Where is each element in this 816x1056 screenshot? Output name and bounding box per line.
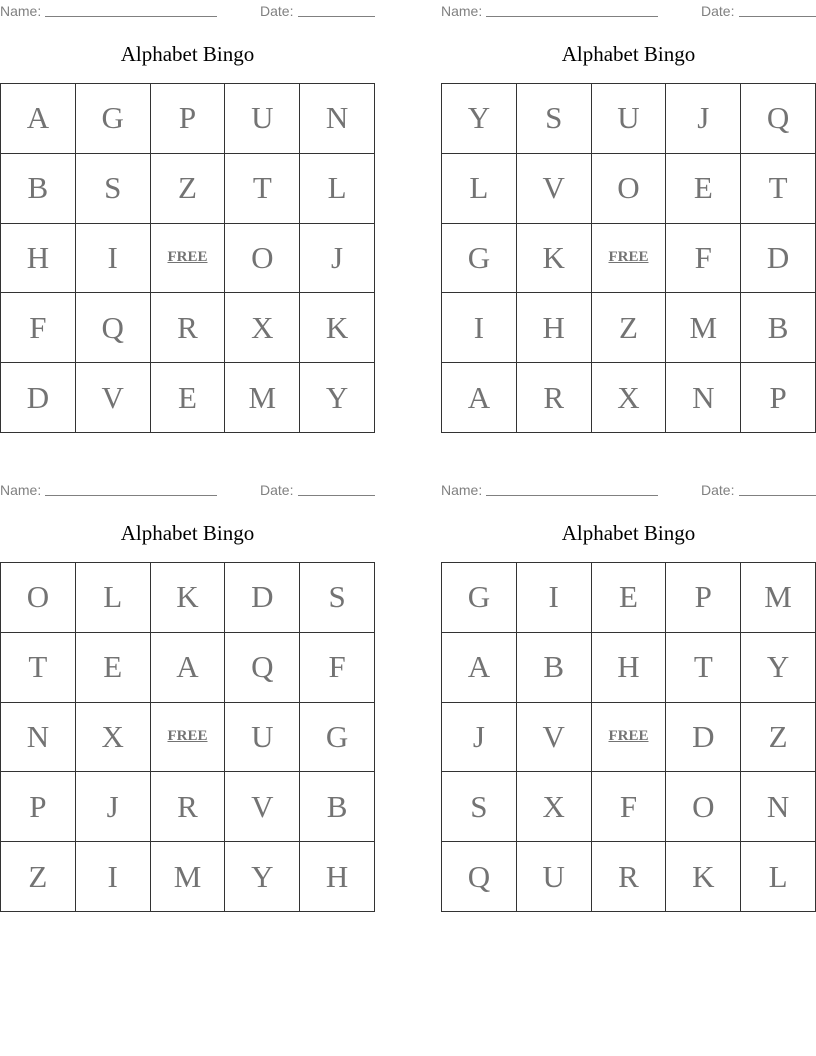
- bingo-cell: V: [225, 772, 300, 842]
- bingo-cell: A: [151, 633, 226, 703]
- bingo-cell: O: [592, 154, 667, 224]
- bingo-cell: T: [666, 633, 741, 703]
- date-label: Date:: [260, 3, 294, 19]
- bingo-cell: A: [442, 633, 517, 703]
- bingo-cell: K: [666, 842, 741, 912]
- card-title: Alphabet Bingo: [120, 42, 255, 66]
- bingo-cell: Y: [225, 842, 300, 912]
- date-field-line: [298, 495, 375, 496]
- bingo-cell: S: [76, 154, 151, 224]
- bingo-cell: S: [300, 563, 375, 633]
- card-title: Alphabet Bingo: [561, 521, 696, 545]
- card-header: [441, 3, 816, 19]
- free-space-cell: FREE: [151, 224, 226, 294]
- name-label: Name:: [0, 482, 42, 498]
- bingo-cell: H: [592, 633, 667, 703]
- bingo-grid: [441, 562, 816, 912]
- card-header: [441, 482, 816, 498]
- card-header: [0, 482, 375, 498]
- bingo-cell: U: [225, 703, 300, 773]
- bingo-cell: G: [300, 703, 375, 773]
- card-title: Alphabet Bingo: [120, 521, 255, 545]
- bingo-cell: N: [1, 703, 76, 773]
- bingo-cell: U: [517, 842, 592, 912]
- bingo-cell: X: [592, 363, 667, 433]
- bingo-cell: B: [1, 154, 76, 224]
- date-label: Date:: [260, 482, 294, 498]
- bingo-cell: Q: [225, 633, 300, 703]
- date-field-line: [739, 495, 816, 496]
- free-space-cell: FREE: [151, 703, 226, 773]
- bingo-cell: S: [442, 772, 517, 842]
- bingo-cell: G: [442, 563, 517, 633]
- bingo-cell: K: [151, 563, 226, 633]
- bingo-cell: E: [76, 633, 151, 703]
- bingo-cell: L: [300, 154, 375, 224]
- bingo-cell: S: [517, 84, 592, 154]
- bingo-cell: D: [741, 224, 816, 294]
- bingo-grid: [441, 83, 816, 433]
- free-space-cell: FREE: [592, 224, 667, 294]
- bingo-cell: F: [666, 224, 741, 294]
- bingo-cell: N: [666, 363, 741, 433]
- bingo-cell: B: [517, 633, 592, 703]
- bingo-cell: Z: [1, 842, 76, 912]
- bingo-cell: L: [442, 154, 517, 224]
- bingo-cell: R: [592, 842, 667, 912]
- bingo-card: [0, 0, 375, 435]
- bingo-cell: M: [666, 293, 741, 363]
- bingo-cell: I: [517, 563, 592, 633]
- bingo-cell: P: [741, 363, 816, 433]
- bingo-cell: M: [151, 842, 226, 912]
- bingo-card: [441, 479, 816, 914]
- name-label: Name:: [0, 3, 42, 19]
- bingo-cell: Z: [592, 293, 667, 363]
- bingo-cell: Y: [442, 84, 517, 154]
- bingo-cell: H: [300, 842, 375, 912]
- name-field-line: [486, 16, 658, 17]
- bingo-cell: P: [1, 772, 76, 842]
- bingo-cell: B: [741, 293, 816, 363]
- bingo-cell: E: [592, 563, 667, 633]
- bingo-cell: O: [1, 563, 76, 633]
- bingo-cell: P: [151, 84, 226, 154]
- bingo-cell: F: [1, 293, 76, 363]
- bingo-cell: Q: [442, 842, 517, 912]
- bingo-cell: U: [225, 84, 300, 154]
- bingo-cell: T: [741, 154, 816, 224]
- bingo-cell: U: [592, 84, 667, 154]
- bingo-cell: V: [517, 703, 592, 773]
- bingo-cell: E: [666, 154, 741, 224]
- bingo-cell: B: [300, 772, 375, 842]
- bingo-cell: M: [741, 563, 816, 633]
- bingo-cell: I: [76, 224, 151, 294]
- bingo-cell: D: [1, 363, 76, 433]
- bingo-grid: [0, 562, 375, 912]
- bingo-cell: H: [517, 293, 592, 363]
- bingo-cell: F: [300, 633, 375, 703]
- bingo-cell: Y: [300, 363, 375, 433]
- bingo-cell: M: [225, 363, 300, 433]
- bingo-cell: F: [592, 772, 667, 842]
- bingo-cell: G: [442, 224, 517, 294]
- bingo-cell: Z: [741, 703, 816, 773]
- bingo-cell: T: [225, 154, 300, 224]
- bingo-cell: P: [666, 563, 741, 633]
- bingo-card: [0, 479, 375, 914]
- date-label: Date:: [701, 482, 735, 498]
- card-title: Alphabet Bingo: [561, 42, 696, 66]
- bingo-cell: V: [517, 154, 592, 224]
- bingo-cell: L: [76, 563, 151, 633]
- bingo-cell: J: [666, 84, 741, 154]
- date-label: Date:: [701, 3, 735, 19]
- bingo-cell: R: [151, 772, 226, 842]
- bingo-cell: V: [76, 363, 151, 433]
- bingo-card: [441, 0, 816, 435]
- bingo-cell: A: [1, 84, 76, 154]
- bingo-cell: J: [300, 224, 375, 294]
- bingo-cell: D: [666, 703, 741, 773]
- bingo-cell: O: [225, 224, 300, 294]
- date-field-line: [739, 16, 816, 17]
- bingo-cell: L: [741, 842, 816, 912]
- name-label: Name:: [441, 3, 483, 19]
- bingo-cell: Q: [741, 84, 816, 154]
- bingo-cell: N: [741, 772, 816, 842]
- name-field-line: [486, 495, 658, 496]
- bingo-grid: [0, 83, 375, 433]
- bingo-cell: I: [442, 293, 517, 363]
- bingo-cell: E: [151, 363, 226, 433]
- bingo-cell: H: [1, 224, 76, 294]
- bingo-cell: Q: [76, 293, 151, 363]
- bingo-cell: G: [76, 84, 151, 154]
- bingo-cell: R: [151, 293, 226, 363]
- name-field-line: [45, 495, 217, 496]
- bingo-cell: J: [442, 703, 517, 773]
- free-space-cell: FREE: [592, 703, 667, 773]
- bingo-cell: I: [76, 842, 151, 912]
- date-field-line: [298, 16, 375, 17]
- bingo-cell: X: [225, 293, 300, 363]
- bingo-cell: D: [225, 563, 300, 633]
- bingo-cell: Y: [741, 633, 816, 703]
- bingo-cell: Z: [151, 154, 226, 224]
- bingo-cell: T: [1, 633, 76, 703]
- bingo-cell: J: [76, 772, 151, 842]
- bingo-cell: N: [300, 84, 375, 154]
- name-label: Name:: [441, 482, 483, 498]
- bingo-cell: X: [517, 772, 592, 842]
- bingo-cell: R: [517, 363, 592, 433]
- bingo-cell: A: [442, 363, 517, 433]
- bingo-cell: K: [517, 224, 592, 294]
- bingo-cell: K: [300, 293, 375, 363]
- card-header: [0, 3, 375, 19]
- bingo-cell: X: [76, 703, 151, 773]
- name-field-line: [45, 16, 217, 17]
- bingo-cell: O: [666, 772, 741, 842]
